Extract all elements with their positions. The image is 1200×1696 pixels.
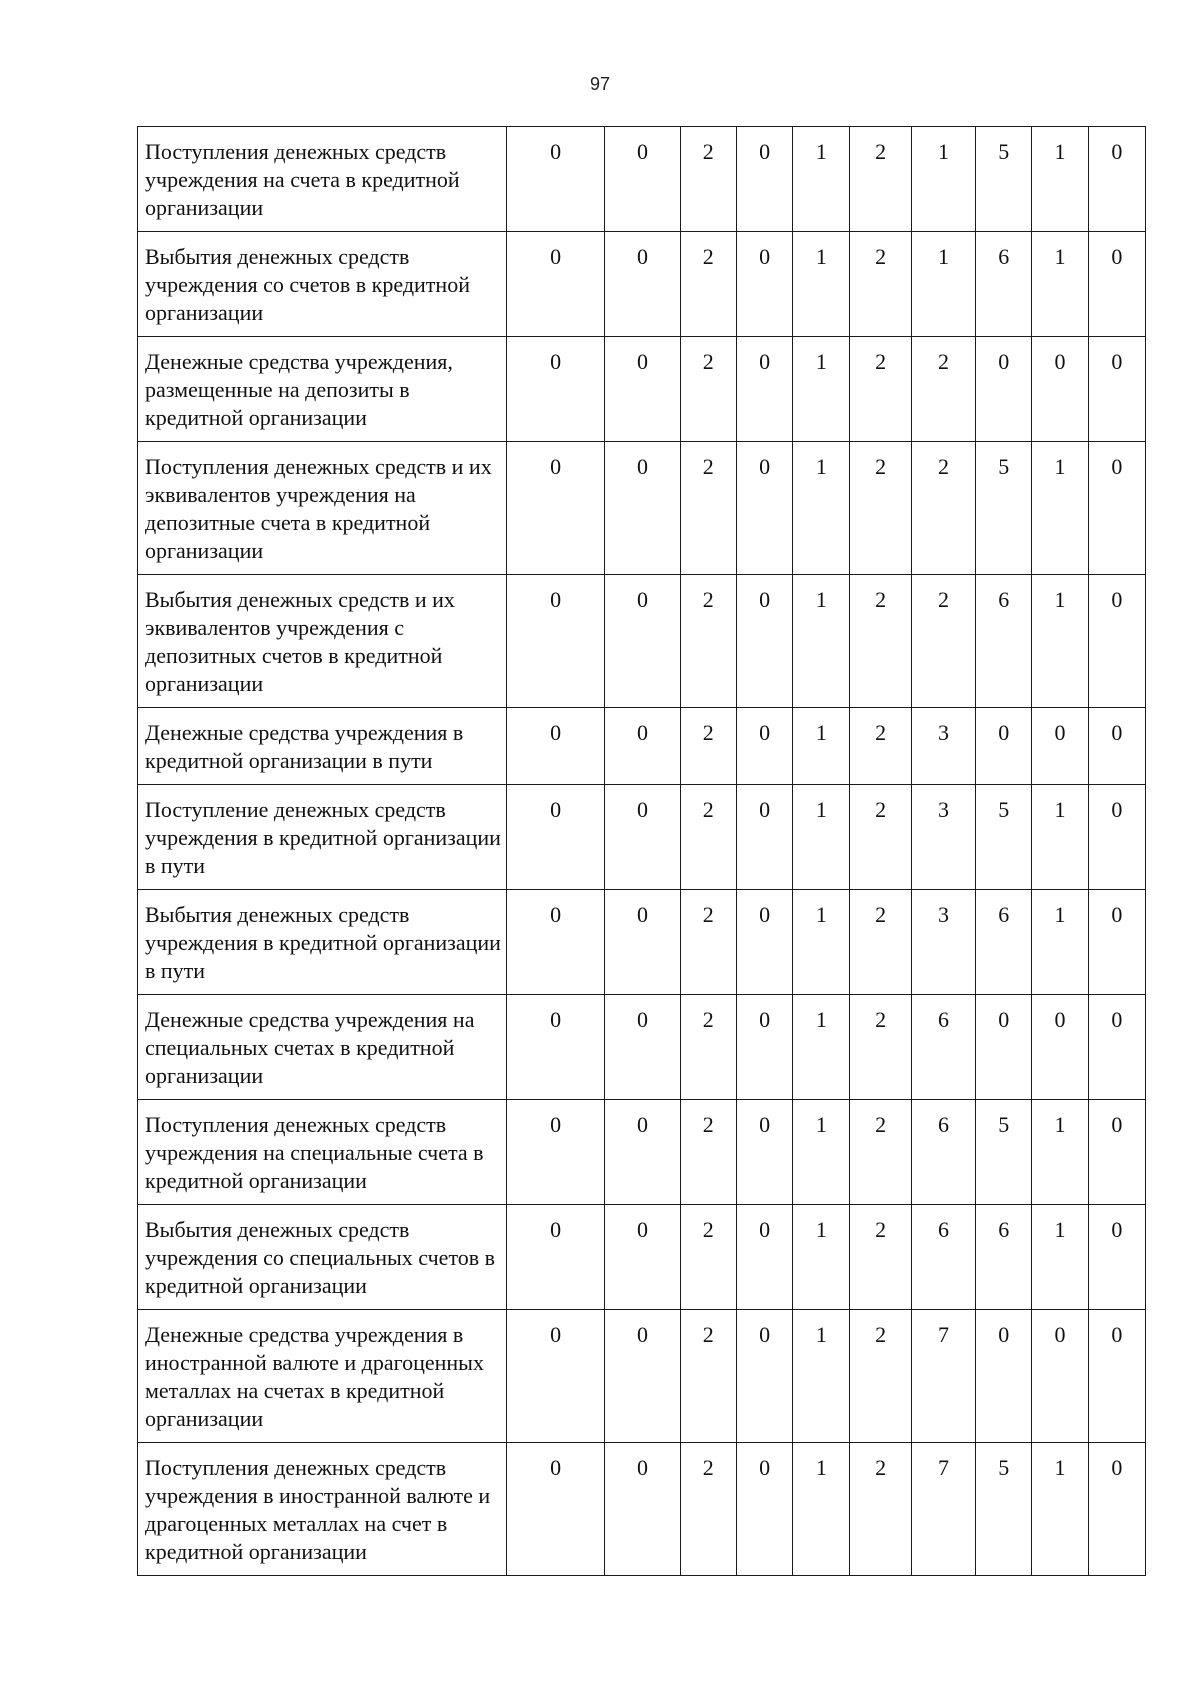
code-digit-cell: 0 bbox=[1088, 1205, 1145, 1310]
code-digit-cell: 2 bbox=[680, 337, 736, 442]
code-digit-cell: 5 bbox=[976, 442, 1032, 575]
code-digit-cell: 0 bbox=[506, 575, 604, 708]
code-digit-cell: 7 bbox=[911, 1443, 975, 1576]
code-digit-cell: 2 bbox=[680, 1100, 736, 1205]
code-digit-cell: 0 bbox=[1032, 337, 1088, 442]
code-digit-cell: 6 bbox=[976, 890, 1032, 995]
code-digit-cell: 0 bbox=[605, 1205, 680, 1310]
code-digit-cell: 1 bbox=[1032, 232, 1088, 337]
code-digit-cell: 0 bbox=[605, 127, 680, 232]
code-digit-cell: 2 bbox=[850, 995, 911, 1100]
table-row bbox=[138, 1205, 1146, 1310]
code-digit-cell: 1 bbox=[793, 995, 850, 1100]
code-digit-cell: 6 bbox=[911, 1205, 975, 1310]
code-digit-cell: 1 bbox=[793, 442, 850, 575]
account-name-cell: Выбытия денежных средств учреждения со счетов в кредитной организации bbox=[138, 232, 507, 337]
code-digit-cell: 1 bbox=[911, 232, 975, 337]
code-digit-cell: 1 bbox=[1032, 785, 1088, 890]
code-digit-cell: 0 bbox=[506, 890, 604, 995]
account-name-cell: Поступление денежных средств учреждения в кредитной организации в пути bbox=[138, 785, 507, 890]
account-name-cell: Поступления денежных средств учреждения на специальные счета в кредитной организации bbox=[138, 1100, 507, 1205]
code-digit-cell: 2 bbox=[850, 1205, 911, 1310]
table-row bbox=[138, 127, 1146, 232]
code-digit-cell: 1 bbox=[793, 1100, 850, 1205]
code-digit-cell: 1 bbox=[1032, 1205, 1088, 1310]
code-digit-cell: 0 bbox=[506, 337, 604, 442]
code-digit-cell: 3 bbox=[911, 708, 975, 785]
code-digit-cell: 0 bbox=[736, 575, 792, 708]
code-digit-cell: 2 bbox=[850, 1100, 911, 1205]
code-digit-cell: 0 bbox=[506, 1443, 604, 1576]
code-digit-cell: 5 bbox=[976, 785, 1032, 890]
code-digit-cell: 0 bbox=[605, 337, 680, 442]
code-digit-cell: 0 bbox=[1088, 442, 1145, 575]
code-digit-cell: 2 bbox=[850, 442, 911, 575]
code-digit-cell: 1 bbox=[793, 127, 850, 232]
code-digit-cell: 0 bbox=[506, 127, 604, 232]
code-digit-cell: 2 bbox=[850, 890, 911, 995]
code-digit-cell: 0 bbox=[736, 442, 792, 575]
code-digit-cell: 0 bbox=[506, 442, 604, 575]
account-name-cell: Денежные средства учреждения, размещенные на депозиты в кредитной организации bbox=[138, 337, 507, 442]
code-digit-cell: 0 bbox=[506, 785, 604, 890]
table-body bbox=[138, 127, 1146, 1576]
code-digit-cell: 0 bbox=[1088, 890, 1145, 995]
code-digit-cell: 0 bbox=[1088, 708, 1145, 785]
table-row bbox=[138, 785, 1146, 890]
code-digit-cell: 0 bbox=[736, 785, 792, 890]
table-row bbox=[138, 708, 1146, 785]
code-digit-cell: 2 bbox=[850, 232, 911, 337]
code-digit-cell: 1 bbox=[1032, 442, 1088, 575]
code-digit-cell: 2 bbox=[680, 127, 736, 232]
code-digit-cell: 0 bbox=[506, 232, 604, 337]
account-name-cell: Выбытия денежных средств и их эквивалентов учреждения с депозитных счетов в кредитной организации bbox=[138, 575, 507, 708]
code-digit-cell: 2 bbox=[850, 1443, 911, 1576]
table-row bbox=[138, 995, 1146, 1100]
code-digit-cell: 0 bbox=[605, 442, 680, 575]
code-digit-cell: 2 bbox=[680, 232, 736, 337]
code-digit-cell: 2 bbox=[850, 575, 911, 708]
code-digit-cell: 0 bbox=[976, 1310, 1032, 1443]
code-digit-cell: 6 bbox=[976, 232, 1032, 337]
code-digit-cell: 1 bbox=[793, 1310, 850, 1443]
code-digit-cell: 0 bbox=[1088, 1443, 1145, 1576]
code-digit-cell: 2 bbox=[680, 442, 736, 575]
account-name-cell: Поступления денежных средств учреждения в иностранной валюте и драгоценных металлах на счет в кредитной организации bbox=[138, 1443, 507, 1576]
code-digit-cell: 0 bbox=[1088, 127, 1145, 232]
code-digit-cell: 2 bbox=[680, 708, 736, 785]
account-name-cell: Выбытия денежных средств учреждения в кредитной организации в пути bbox=[138, 890, 507, 995]
code-digit-cell: 1 bbox=[793, 337, 850, 442]
code-digit-cell: 0 bbox=[736, 708, 792, 785]
account-name-cell: Денежные средства учреждения в иностранной валюте и драгоценных металлах на счетах в кредитной организации bbox=[138, 1310, 507, 1443]
code-digit-cell: 0 bbox=[976, 337, 1032, 442]
code-digit-cell: 6 bbox=[976, 1205, 1032, 1310]
account-name-cell: Выбытия денежных средств учреждения со специальных счетов в кредитной организации bbox=[138, 1205, 507, 1310]
table-row bbox=[138, 575, 1146, 708]
code-digit-cell: 0 bbox=[605, 1443, 680, 1576]
table-row bbox=[138, 1100, 1146, 1205]
code-digit-cell: 5 bbox=[976, 1100, 1032, 1205]
code-digit-cell: 0 bbox=[605, 232, 680, 337]
table-row bbox=[138, 1310, 1146, 1443]
code-digit-cell: 2 bbox=[911, 442, 975, 575]
code-digit-cell: 0 bbox=[736, 1100, 792, 1205]
table-row bbox=[138, 232, 1146, 337]
code-digit-cell: 0 bbox=[506, 708, 604, 785]
table-row bbox=[138, 442, 1146, 575]
code-digit-cell: 0 bbox=[976, 995, 1032, 1100]
code-digit-cell: 2 bbox=[911, 575, 975, 708]
code-digit-cell: 2 bbox=[850, 708, 911, 785]
table-row bbox=[138, 1443, 1146, 1576]
code-digit-cell: 0 bbox=[736, 127, 792, 232]
code-digit-cell: 2 bbox=[680, 995, 736, 1100]
code-digit-cell: 0 bbox=[506, 1100, 604, 1205]
table-row bbox=[138, 337, 1146, 442]
code-digit-cell: 0 bbox=[1088, 337, 1145, 442]
code-digit-cell: 6 bbox=[911, 1100, 975, 1205]
table-row bbox=[138, 890, 1146, 995]
code-digit-cell: 3 bbox=[911, 785, 975, 890]
code-digit-cell: 0 bbox=[1032, 708, 1088, 785]
code-digit-cell: 2 bbox=[680, 785, 736, 890]
code-digit-cell: 0 bbox=[736, 232, 792, 337]
code-digit-cell: 6 bbox=[976, 575, 1032, 708]
code-digit-cell: 0 bbox=[1088, 232, 1145, 337]
account-codes-table bbox=[137, 126, 1146, 1576]
code-digit-cell: 0 bbox=[506, 1205, 604, 1310]
code-digit-cell: 7 bbox=[911, 1310, 975, 1443]
code-digit-cell: 0 bbox=[1032, 1310, 1088, 1443]
code-digit-cell: 0 bbox=[736, 1205, 792, 1310]
code-digit-cell: 2 bbox=[850, 127, 911, 232]
code-digit-cell: 0 bbox=[1088, 575, 1145, 708]
code-digit-cell: 1 bbox=[793, 575, 850, 708]
code-digit-cell: 0 bbox=[736, 1443, 792, 1576]
code-digit-cell: 2 bbox=[680, 575, 736, 708]
code-digit-cell: 1 bbox=[793, 232, 850, 337]
code-digit-cell: 0 bbox=[1088, 995, 1145, 1100]
code-digit-cell: 3 bbox=[911, 890, 975, 995]
code-digit-cell: 2 bbox=[680, 1205, 736, 1310]
code-digit-cell: 5 bbox=[976, 1443, 1032, 1576]
code-digit-cell: 0 bbox=[736, 1310, 792, 1443]
code-digit-cell: 2 bbox=[850, 337, 911, 442]
page-number: 97 bbox=[589, 74, 611, 94]
account-name-cell: Денежные средства учреждения в кредитной организации в пути bbox=[138, 708, 507, 785]
code-digit-cell: 0 bbox=[605, 785, 680, 890]
code-digit-cell: 2 bbox=[850, 1310, 911, 1443]
code-digit-cell: 2 bbox=[680, 890, 736, 995]
code-digit-cell: 0 bbox=[1032, 995, 1088, 1100]
code-digit-cell: 0 bbox=[506, 995, 604, 1100]
code-digit-cell: 0 bbox=[736, 890, 792, 995]
code-digit-cell: 0 bbox=[605, 708, 680, 785]
code-digit-cell: 1 bbox=[793, 708, 850, 785]
code-digit-cell: 2 bbox=[680, 1310, 736, 1443]
code-digit-cell: 1 bbox=[1032, 575, 1088, 708]
code-digit-cell: 0 bbox=[736, 995, 792, 1100]
account-name-cell: Поступления денежных средств учреждения на счета в кредитной организации bbox=[138, 127, 507, 232]
code-digit-cell: 0 bbox=[605, 995, 680, 1100]
code-digit-cell: 0 bbox=[1088, 1310, 1145, 1443]
code-digit-cell: 5 bbox=[976, 127, 1032, 232]
code-digit-cell: 0 bbox=[605, 575, 680, 708]
code-digit-cell: 0 bbox=[976, 708, 1032, 785]
code-digit-cell: 1 bbox=[793, 890, 850, 995]
code-digit-cell: 6 bbox=[911, 995, 975, 1100]
code-digit-cell: 1 bbox=[793, 785, 850, 890]
code-digit-cell: 0 bbox=[1088, 785, 1145, 890]
code-digit-cell: 0 bbox=[736, 337, 792, 442]
code-digit-cell: 2 bbox=[911, 337, 975, 442]
code-digit-cell: 2 bbox=[680, 1443, 736, 1576]
code-digit-cell: 0 bbox=[605, 890, 680, 995]
code-digit-cell: 1 bbox=[793, 1205, 850, 1310]
code-digit-cell: 1 bbox=[1032, 127, 1088, 232]
code-digit-cell: 1 bbox=[911, 127, 975, 232]
code-digit-cell: 1 bbox=[1032, 1100, 1088, 1205]
account-name-cell: Денежные средства учреждения на специальных счетах в кредитной организации bbox=[138, 995, 507, 1100]
code-digit-cell: 1 bbox=[793, 1443, 850, 1576]
code-digit-cell: 0 bbox=[506, 1310, 604, 1443]
code-digit-cell: 1 bbox=[1032, 890, 1088, 995]
code-digit-cell: 0 bbox=[605, 1100, 680, 1205]
code-digit-cell: 2 bbox=[850, 785, 911, 890]
code-digit-cell: 0 bbox=[1088, 1100, 1145, 1205]
account-name-cell: Поступления денежных средств и их эквивалентов учреждения на депозитные счета в кредитной организации bbox=[138, 442, 507, 575]
code-digit-cell: 1 bbox=[1032, 1443, 1088, 1576]
code-digit-cell: 0 bbox=[605, 1310, 680, 1443]
